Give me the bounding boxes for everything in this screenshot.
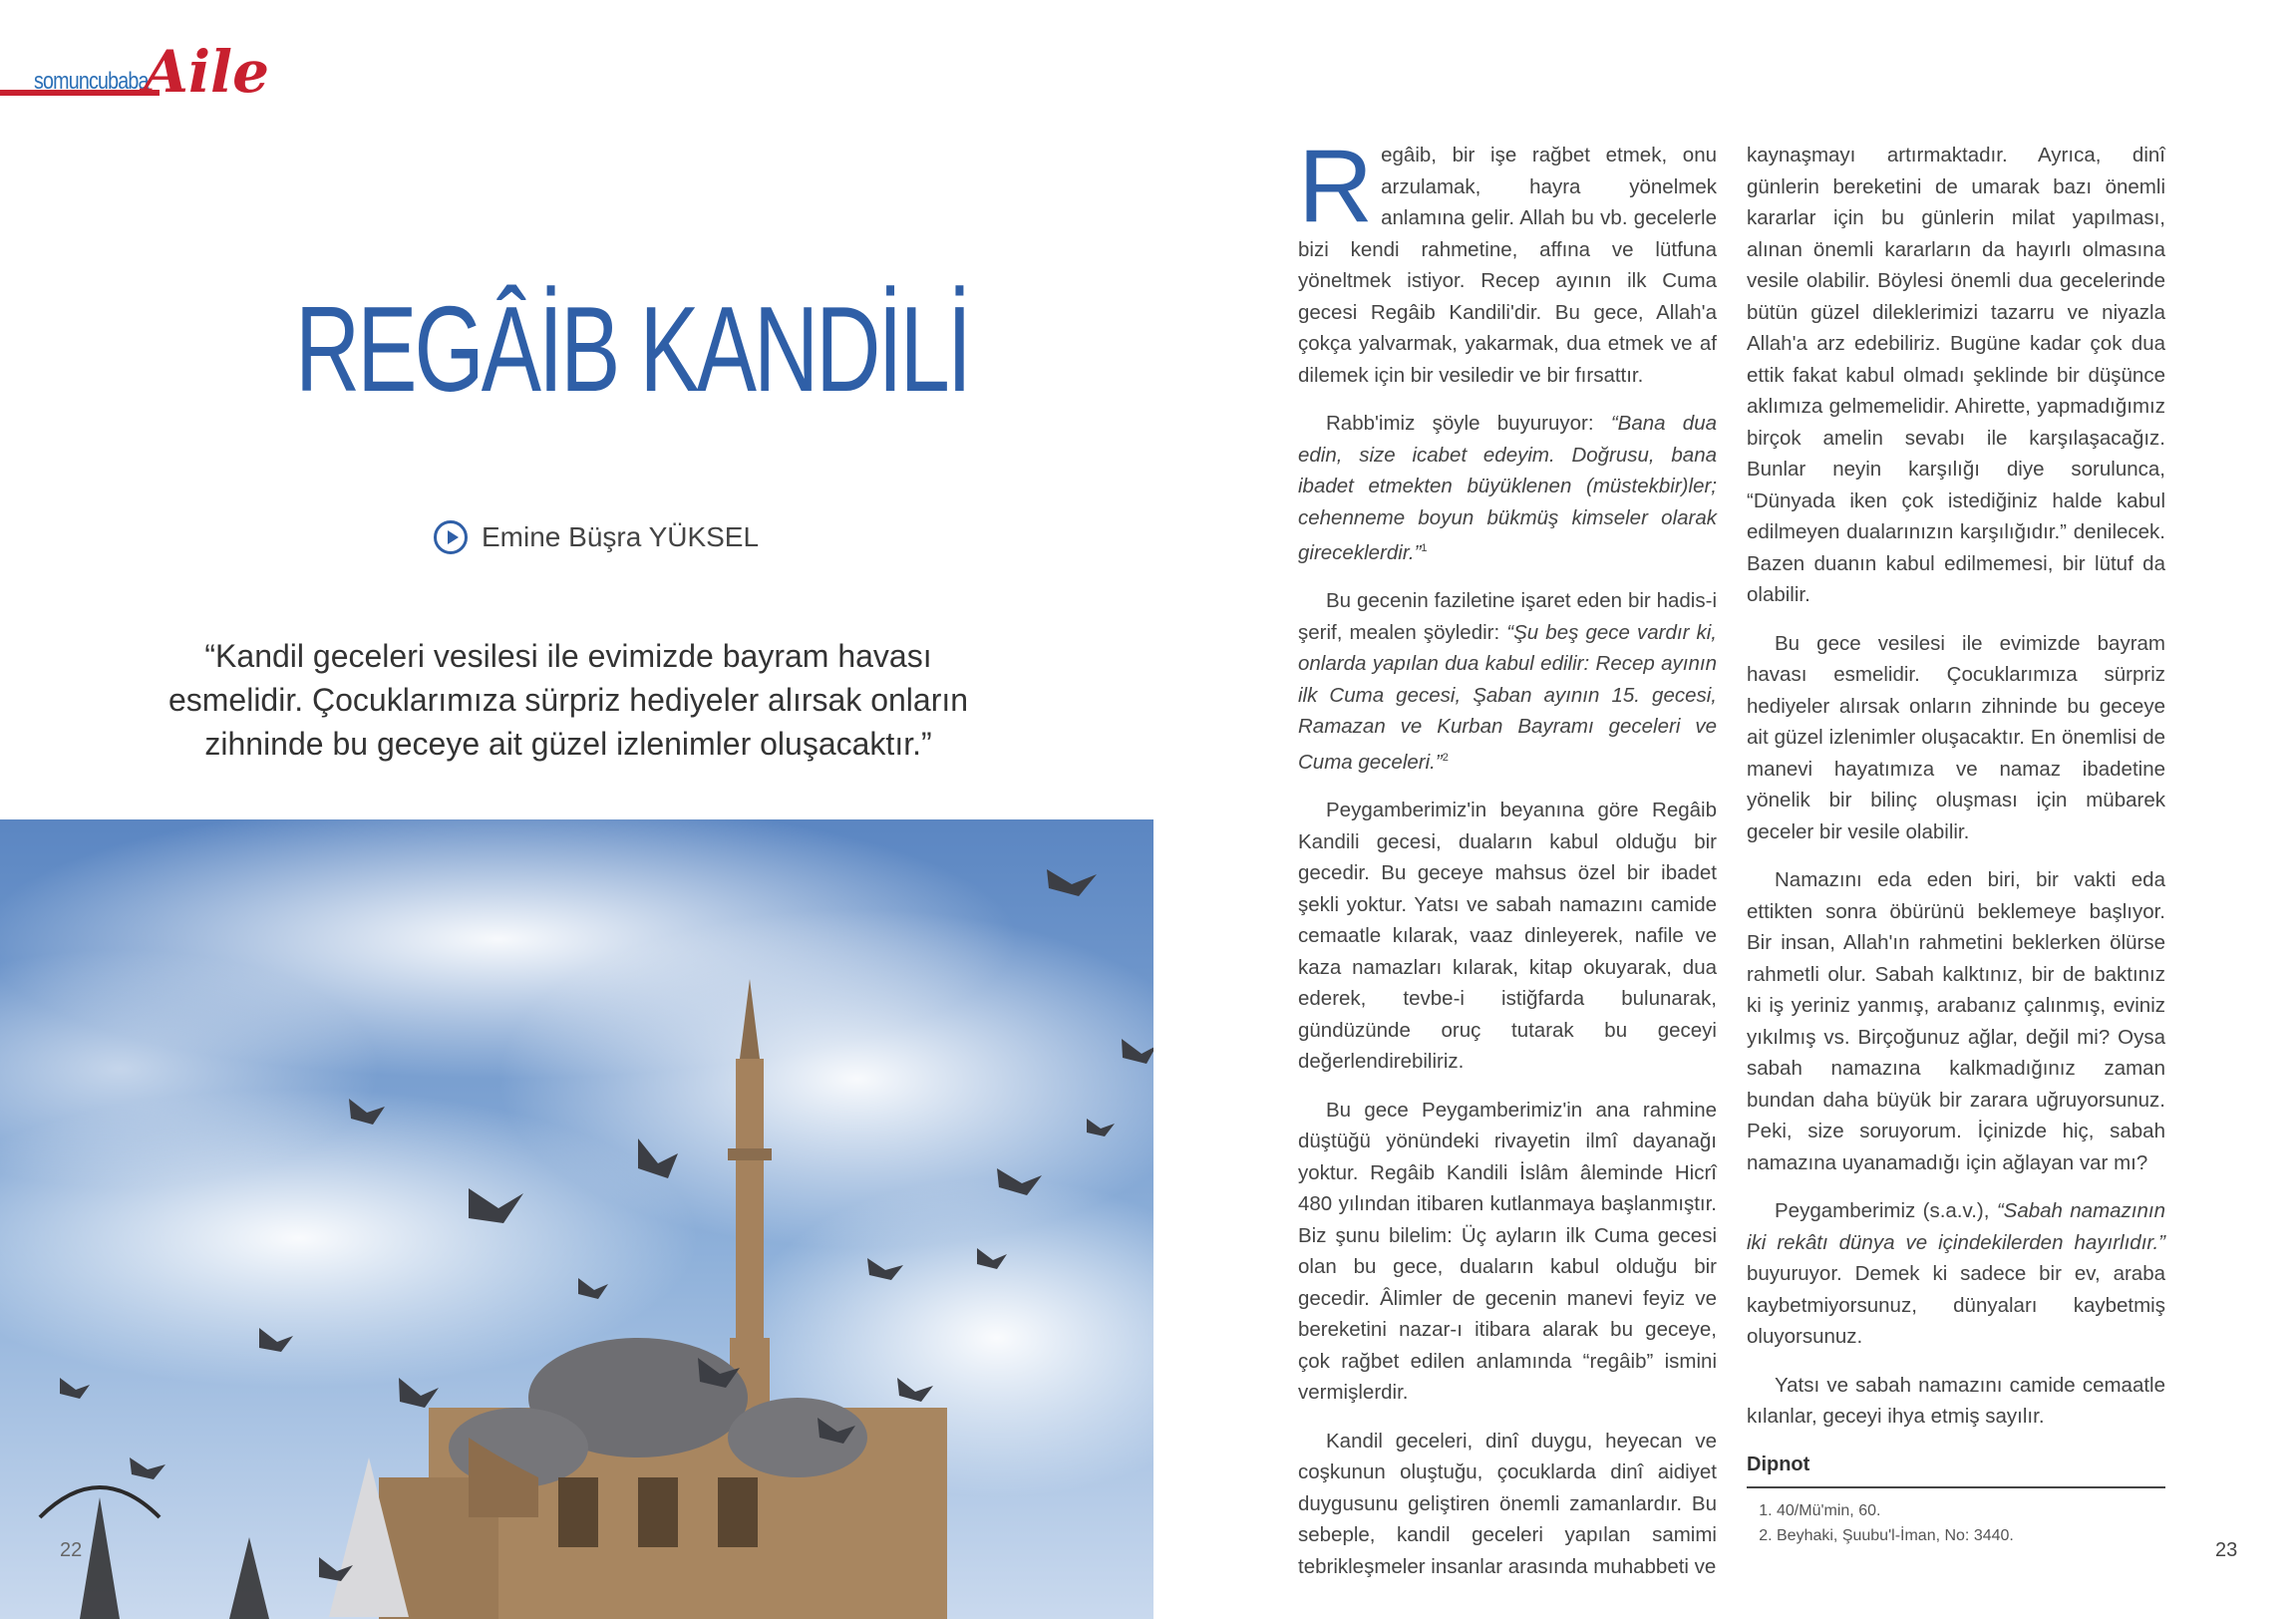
footnotes-title: Dipnot: [1747, 1450, 2165, 1489]
paragraph: Peygamberimiz (s.a.v.), “Sabah namazının iki rekâtı dünya ve içindekilerden hayırlıdır.” buyuruyor. Demek ki sadece bir ev, araba kaybetmiyorsunuz, dünyaları kaybetmiş oluyorsunuz.: [1747, 1199, 2165, 1348]
magazine-logo: [0, 38, 269, 110]
paragraph: Bu gecenin faziletine işaret eden bir hadis-i şerif, mealen şöyledir: “Şu beş gece vardır ki, onlarda yapılan dua kabul edilir: Recep ayının ilk Cuma gecesi, Şaban ayının 15. gecesi, Ramazan ve Kurban Bayramı geceleri ve Cuma geceleri.”$^2$: [1298, 589, 1717, 774]
pull-quote: “Kandil geceleri vesilesi ile evimizde bayram havası esmelidir. Çocuklarımıza sürpriz hediyeler alırsak onların zihninde bu geceye ait güzel izlenimler oluşacaktır.”: [167, 638, 969, 762]
paragraph: Bu gece vesilesi ile evimizde bayram havası esmelidir. Çocuklarımıza sürpriz hediyeler alırsak onların zihninde bu geceye ait güzel izlenimler oluşacaktır. En önemlisi de manevi hayatımıza ve namaz ibadetine yönelik bir bilinç oluşması için mübarek geceler bir vesile olabilir.: [1747, 631, 2165, 843]
paragraph-text: egâib, bir işe rağbet etmek, onu arzulamak, hayra yönelmek anlamına gelir. Allah bu vb. gecelerle bizi kendi rahmetine, affına ve lütfuna yöneltmek istiyor. Recep ayının ilk Cuma gecesi Regâib Kandili'dir. Bu gece, Allah'a çokça yalvarmak, yakarmak, dua etmek ve af dilemek için bir vesiledir ve bir fırsattır.: [1298, 144, 1717, 387]
author-byline: [434, 520, 759, 554]
logo-section: Aile: [144, 38, 269, 106]
hadith-quote: “Şu beş gece vardır ki, onlarda yapılan dua kabul edilir: Recep ayının ilk Cuma gecesi, Şaban ayının 15. gecesi, Ramazan ve Kurban Bayramı geceleri ve Cuma geceleri.”: [1298, 620, 1717, 774]
paragraph: Yatsı ve sabah namazını camide cemaatle kılanlar, geceyi ihya etmiş sayılır.: [1747, 1373, 2165, 1428]
author-name: Emine Büşra YÜKSEL: [482, 521, 760, 552]
hadith-quote: “Sabah namazının iki rekâtı dünya ve içindekilerden hayırlıdır.”: [1747, 1199, 2165, 1254]
logo-brand: somuncubaba: [34, 68, 149, 95]
page-number-right: 23: [2215, 1539, 2238, 1561]
footnote-ref: 1: [1421, 542, 1428, 554]
paragraph: Kandil geceleri, dinî duygu, heyecan ve coşkunun oluştuğu, çocuklarda dinî aidiyet duygusunu geliştiren önemli zamanlardır. Bu sebeple, kandil geceleri yapılan samimi tebrikleşmeler insanlar arasında muhabbeti ve: [1298, 1429, 1717, 1578]
paragraph: Peygamberimiz'in beyanına göre Regâib Kandili gecesi, duaların kabul olduğu bir gecedir. Bu geceye mahsus özel bir ibadet şekli yoktur. Yatsı ve sabah namazını camide cemaatle kılarak, vaaz dinleyerek, nafile ve kaza namazları kılarak, kitap okuyarak, dua ederek, tevbe-i istiğfarda bulunarak, gündüzünde oruç tutarak bu geceyi değerlendirebiliriz.: [1298, 799, 1717, 1074]
footnote-item: 2. Beyhaki, Şuubu'l-İman, No: 3440.: [1777, 1523, 2165, 1548]
paragraph: Namazını eda eden biri, bir vakti eda ettikten sonra öbürünü beklemeye başlıyor. Bir insan, Allah'ın rahmetini beklerken ölürse rahmetli olur. Sabah kalktınız, bir de baktınız ki iş yeriniz yanmış, arabanız çalınmış, eviniz yıkılmış vs. Birçoğunuz ağlar, değil mi? Oysa sabah namazına kalkmadığınız zaman bundan daha büyük bir zarara uğruyorsunuz. Peki, size soruyorum. İçinizde hiç, sabah namazına uyanamadığı için ağlayan var mı?: [1747, 868, 2165, 1174]
play-icon: [434, 520, 468, 554]
quran-quote: “Bana dua edin, size icabet edeyim. Doğrusu, bana ibadet etmekten büyüklenen (müstekbir)ler; cehenneme boyun bükmüş kimseler olarak gireceklerdir.”: [1298, 412, 1718, 564]
paragraph: [1298, 129, 1717, 391]
footnote-list: [1747, 1498, 2165, 1548]
article-title: REGÂİB KANDİLİ: [295, 281, 970, 417]
text-column-1: [1298, 129, 1718, 1599]
mosque-photo: [0, 819, 1153, 1619]
paragraph: Rabb'imiz şöyle buyuruyor: “Bana dua edin, size icabet edeyim. Doğrusu, bana ibadet etmekten büyüklenen (müstekbir)ler; cehenneme boyun bükmüş kimseler olarak gireceklerdir.”$^1$: [1298, 412, 1718, 564]
footnotes: [1747, 1450, 2165, 1549]
footnote-item: 1. 40/Mü'min, 60.: [1777, 1498, 2165, 1523]
footnote-ref: 2: [1442, 751, 1449, 764]
drop-cap: R: [1298, 129, 1374, 244]
paragraph: Bu gece Peygamberimiz'in ana rahmine düştüğü yönündeki rivayetin ilmî dayanağı yoktur. Regâib Kandili İslâm âleminde Hicrî 480 yılından itibaren kutlanmaya başlanmıştır. Biz şunu bilelim: Üç ayların ilk Cuma gecesi olan bu gece, duaların kabul olduğu bir gecedir. Âlimler de gecenin manevi feyiz ve bereketini nazar-ı itibara alarak bu geceye, çok rağbet edilen anlamında “regâib” ismini vermişlerdir.: [1298, 1098, 1717, 1405]
paragraph: kaynaşmayı artırmaktadır. Ayrıca, dinî günlerin bereketini de umarak bazı önemli kararlar için bu günlerin milat yapılması, alınan önemli kararların da hayırlı olmasına vesile olabilir. Böylesi önemli dua gecelerinde bütün güzel dileklerimizi tazarru ve niyazla Allah'a arz edebiliriz. Bugüne kadar çok dua ettik fakat kabul olmadı şeklinde bir düşünce aklımıza gelmemelidir. Ahirette, yapmadığımız birçok amelin sevabı ile karşılaşacağız. Bunlar neyin karşılığı diye sorulunca, “Dünyada iken çok istediğiniz halde kabul edilmeyen dualarınızın karşılığıdır.” denilecek. Bazen duanın kabul edilmemesi, bir lütuf da olabilir.: [1747, 144, 2165, 606]
page-number-left: 22: [60, 1539, 83, 1561]
text-column-2: [1747, 140, 2165, 1548]
